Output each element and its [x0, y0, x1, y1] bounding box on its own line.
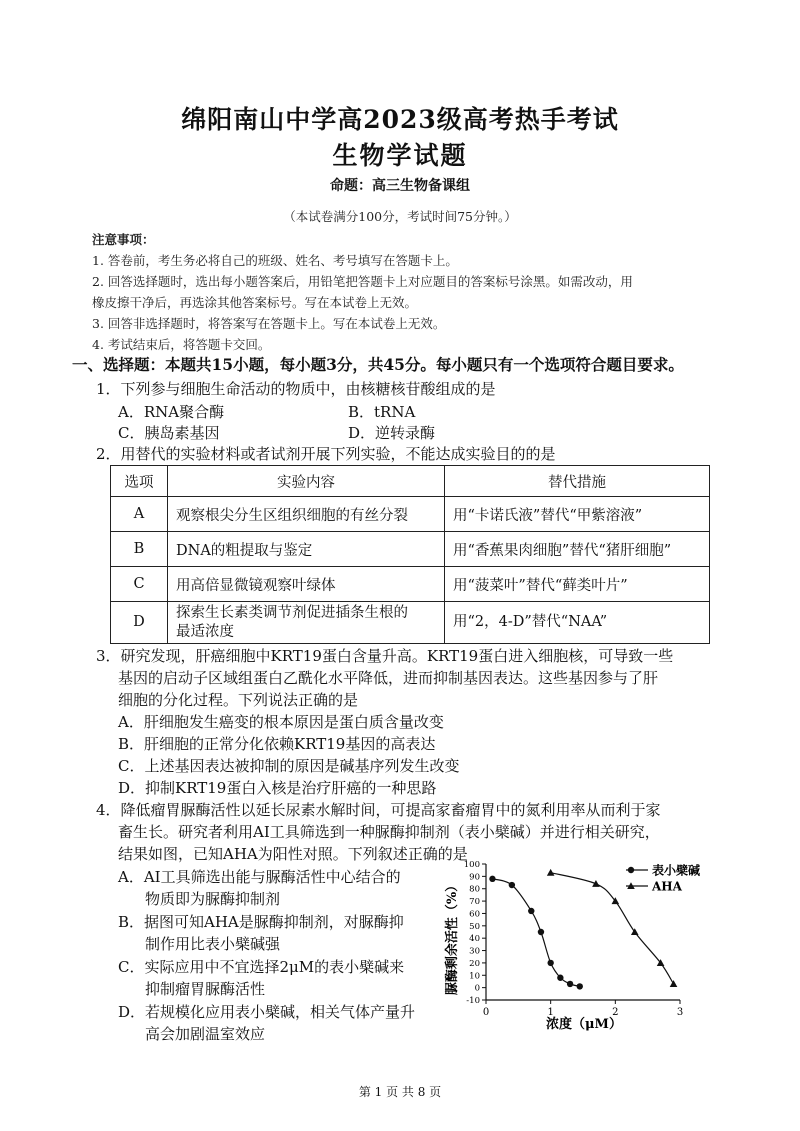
chart-point-circle [489, 876, 495, 882]
table-cell: 用“卡诺氏液”替代“甲紫溶液” [445, 497, 710, 532]
exam-title: 绵阳南山中学高2023级高考热手考试 [181, 105, 619, 134]
table-row [111, 532, 710, 567]
chart-y-tick-label: 60 [469, 909, 480, 920]
question-3-stem-line: 3．研究发现，肝癌细胞中KRT19蛋白含量升高。KRT19蛋白进入细胞核，可导致一些 [96, 647, 674, 665]
chart-y-tick-label: 70 [469, 897, 480, 908]
notes-heading: 注意事项： [92, 232, 155, 247]
legend-label: AHA [652, 879, 682, 894]
legend-marker-circle [628, 867, 634, 873]
table-cell: 用“菠菜叶”替代“藓类叶片” [445, 567, 710, 602]
table-cell: D [111, 602, 168, 644]
chart-point-circle [577, 983, 583, 989]
chart-y-tick-label: 100 [463, 860, 480, 870]
exam-info: （本试卷满分100分，考试时间75分钟。） [283, 209, 517, 224]
chart-point-triangle [670, 980, 678, 987]
question-3-stem-line: 细胞的分化过程。下列说法正确的是 [118, 691, 359, 709]
question-2-stem: 2．用替代的实验材料或者试剂开展下列实验，不能达成实验目的的是 [96, 445, 556, 463]
question-4-stem-line: 4．降低瘤胃脲酶活性以延长尿素水解时间，可提高家畜瘤胃中的氮利用率从而利于家 [96, 801, 661, 819]
chart-point-triangle [631, 928, 639, 935]
question-3-option-a: A．肝细胞发生癌变的根本原因是蛋白质含量改变 [118, 713, 444, 731]
question-4-stem-line: 结果如图，已知AHA为阳性对照。下列叙述正确的是 [118, 845, 468, 863]
chart-y-tick-label: 80 [469, 884, 480, 895]
note-item: 2. 回答选择题时，选出每小题答案后，用铅笔把答题卡上对应题目的答案标号涂黑。如需改动，用 [92, 274, 633, 289]
table-cell-line: 最适浓度 [176, 623, 234, 640]
question-1-option-b: B．tRNA [348, 403, 416, 421]
note-item: 1. 答卷前，考生务必将自己的班级、姓名、考号填写在答题卡上。 [92, 253, 458, 268]
experiment-table [110, 465, 710, 644]
urease-activity-chart [436, 852, 716, 1032]
table-cell: C [111, 567, 168, 602]
chart-series-line-1 [492, 879, 579, 987]
chart-point-circle [509, 882, 515, 888]
question-3-option-b: B．肝细胞的正常分化依赖KRT19基因的高表达 [118, 735, 436, 753]
table-header-content: 实验内容 [168, 466, 445, 497]
exam-author: 命题：高三生物备课组 [330, 178, 470, 194]
question-4-option-b: B．据图可知AHA是脲酶抑制剂，对脲酶抑 [118, 913, 404, 931]
chart-point-triangle [592, 880, 600, 887]
question-3-option-d: D．抑制KRT19蛋白入核是治疗肝癌的一种思路 [118, 779, 437, 797]
chart-y-tick-label: 40 [469, 934, 480, 945]
chart-y-axis-label: 脲酶剩余活性（%） [445, 878, 460, 996]
chart-point-circle [538, 929, 544, 935]
table-cell: 用“2，4-D”替代“NAA” [445, 602, 710, 644]
chart-point-circle [567, 981, 573, 987]
table-header-option: 选项 [111, 466, 168, 497]
chart-x-tick-label: 0 [482, 1007, 490, 1018]
note-item: 橡皮擦干净后，再选涂其他答案标号。写在本试卷上无效。 [92, 295, 418, 310]
chart-point-circle [547, 960, 553, 966]
table-cell: 用高倍显微镜观察叶绿体 [168, 567, 445, 602]
question-1-option-a: A．RNA聚合酶 [118, 403, 225, 421]
exam-subtitle: 生物学试题 [332, 141, 468, 170]
question-4-option-c: C．实际应用中不宜选择2μM的表小檗碱来 [118, 958, 405, 976]
table-row [111, 567, 710, 602]
chart-y-tick-label: 20 [469, 958, 480, 969]
table-row [111, 497, 710, 532]
question-1-option-c: C．胰岛素基因 [118, 424, 220, 442]
question-4-option-a-cont: 物质即为脲酶抑制剂 [145, 890, 281, 908]
note-item: 4. 考试结束后，将答题卡交回。 [92, 337, 271, 352]
chart-point-circle [557, 975, 563, 981]
question-4-option-a: A．AI工具筛选出能与脲酶活性中心结合的 [118, 868, 401, 886]
question-4-option-d: D．若规模化应用表小檗碱，相关气体产量升 [118, 1003, 416, 1021]
question-3-stem-line: 基因的启动子区域组蛋白乙酰化水平降低，进而抑制基因表达。这些基因参与了肝 [118, 669, 659, 687]
question-4-option-c-cont: 抑制瘤胃脲酶活性 [145, 980, 266, 998]
question-4-stem-line: 畜生长。研究者利用AI工具筛选到一种脲酶抑制剂（表小檗碱）并进行相关研究， [118, 823, 660, 841]
chart-y-tick-label: 10 [469, 971, 480, 982]
chart-y-tick-label: 0 [474, 983, 480, 994]
section-heading: 一、选择题：本题共15小题，每小题3分，共45分。每小题只有一个选项符合题目要求。 [72, 355, 684, 374]
question-4-option-d-cont: 高会加剧温室效应 [145, 1025, 266, 1043]
note-item: 3. 回答非选择题时，将答案写在答题卡上。写在本试卷上无效。 [92, 316, 446, 331]
legend-label: 表小檗碱 [652, 863, 701, 878]
question-1-option-d: D．逆转录酶 [348, 424, 436, 442]
table-header-replacement: 替代措施 [445, 466, 710, 497]
chart-x-tick-label: 1 [547, 1007, 554, 1018]
table-row [111, 602, 710, 644]
question-3-option-c: C．上述基因表达被抑制的原因是碱基序列发生改变 [118, 757, 460, 775]
table-cell: B [111, 532, 168, 567]
table-cell: A [111, 497, 168, 532]
page-footer: 第 1 页 共 8 页 [358, 1085, 442, 1099]
table-cell: 观察根尖分生区组织细胞的有丝分裂 [168, 497, 445, 532]
table-cell: 用“香蕉果肉细胞”替代“猪肝细胞” [445, 532, 710, 567]
chart-point-circle [528, 908, 534, 914]
question-4-option-b-cont: 制作用比表小檗碱强 [145, 935, 281, 953]
chart-y-tick-label: 30 [469, 946, 480, 957]
table-cell: DNA的粗提取与鉴定 [168, 532, 445, 567]
chart-y-tick-label: -10 [466, 996, 480, 1006]
chart-y-tick-label: 50 [469, 921, 480, 932]
table-cell-line: 探索生长素类调节剂促进插条生根的 [176, 604, 408, 621]
chart-y-tick-label: 90 [469, 872, 480, 883]
chart-x-axis-label: 浓度（μM） [546, 1017, 622, 1032]
chart-x-tick-label: 2 [612, 1007, 619, 1018]
chart-x-tick-label: 3 [676, 1007, 684, 1018]
chart-point-triangle [547, 869, 555, 876]
table-cell [168, 602, 445, 644]
question-1-stem: 1．下列参与细胞生命活动的物质中，由核糖核苷酸组成的是 [96, 380, 496, 398]
